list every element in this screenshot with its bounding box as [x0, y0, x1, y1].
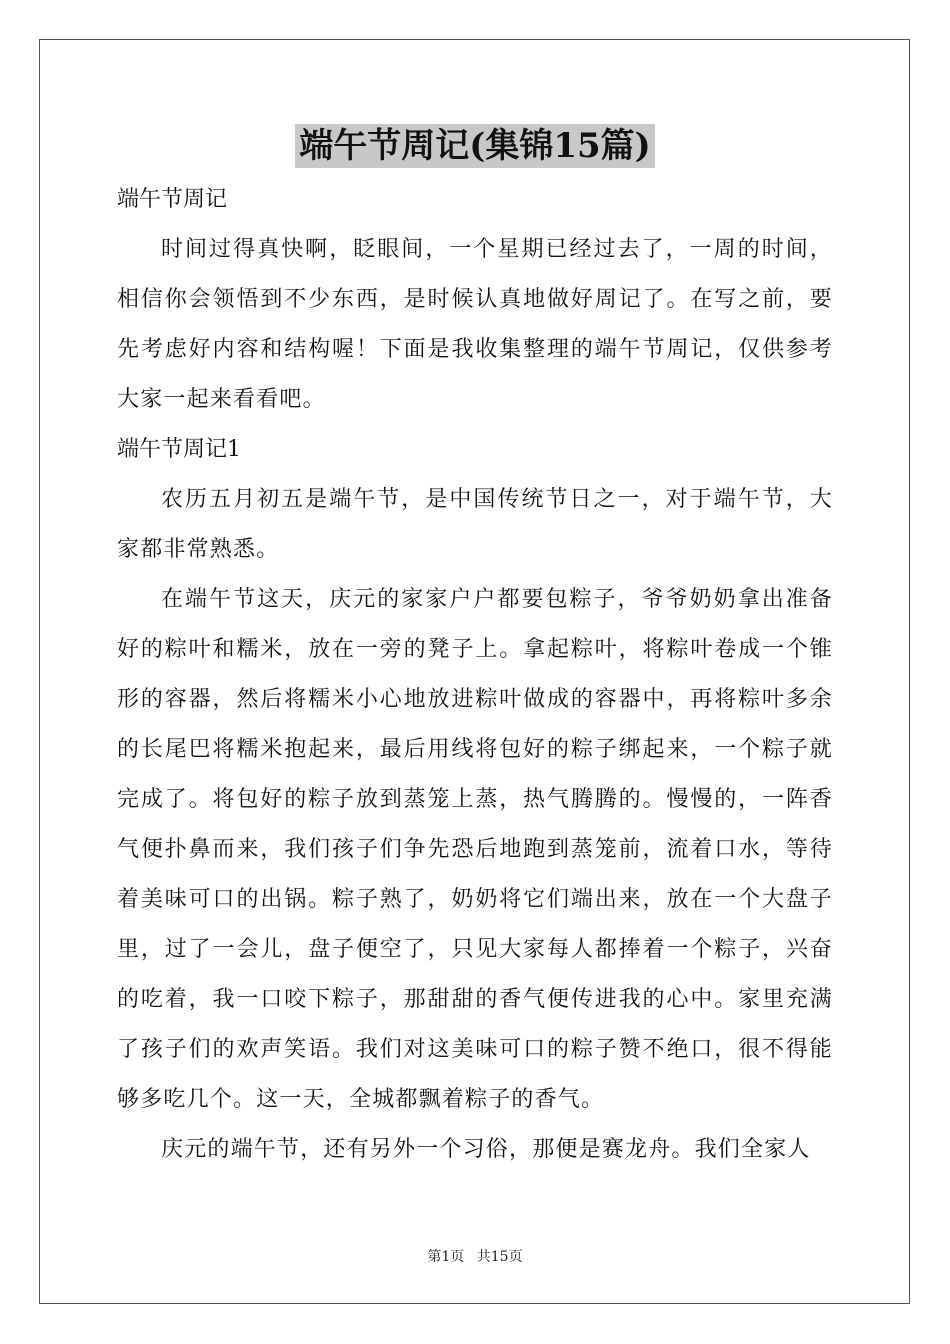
body-paragraph: 庆元的端午节，还有另外一个习俗，那便是赛龙舟。我们全家人 [161, 1137, 811, 1162]
section-heading: 端午节周记 [117, 187, 228, 212]
page-number: 第1页 [427, 1249, 465, 1265]
page-footer [0, 1246, 950, 1266]
body-paragraph: 在端午节这天，庆元的家家户户都要包粽子，爷爷奶奶拿出准备好的粽叶和糯米，放在一旁的凳子上。拿起粽叶，将粽叶卷成一个锥形的容器，然后将糯米小心地放进粽叶做成的容器中，再将粽叶多余的长尾巴将糯米抱起来，最后用线将包好的粽子绑起来，一个粽子就完成了。将包好的粽子放到蒸笼上蒸，热气腾腾的。慢慢的，一阵香气便扑鼻而来，我们孩子们争先恐后地跑到蒸笼前，流着口水，等待着美味可口的出锅。粽子熟了，奶奶将它们端出来，放在一个大盘子里，过了一会儿，盘子便空了，只见大家每人都捧着一个粽子，兴奋的吃着，我一口咬下粽子，那甜甜的香气便传进我的心中。家里充满了孩子们的欢声笑语。我们对这美味可口的粽子赞不绝口，很不得能够多吃几个。这一天，全城都飘着粽子的香气。 [117, 587, 833, 1112]
title-area [0, 124, 950, 168]
intro-paragraph: 时间过得真快啊，眨眼间，一个星期已经过去了，一周的时间，相信你会领悟到不少东西，是时候认真地做好周记了。在写之前，要先考虑好内容和结构喔！下面是我收集整理的端午节周记，仅供参考大家一起来看看吧。 [117, 237, 833, 412]
page-total: 共15页 [476, 1249, 523, 1265]
document-body [117, 175, 833, 1175]
body-paragraph: 农历五月初五是端午节，是中国传统节日之一，对于端午节，大家都非常熟悉。 [117, 487, 833, 562]
subheading-essay-1: 端午节周记1 [117, 437, 241, 462]
document-title: 端午节周记(集锦15篇) [295, 124, 655, 168]
